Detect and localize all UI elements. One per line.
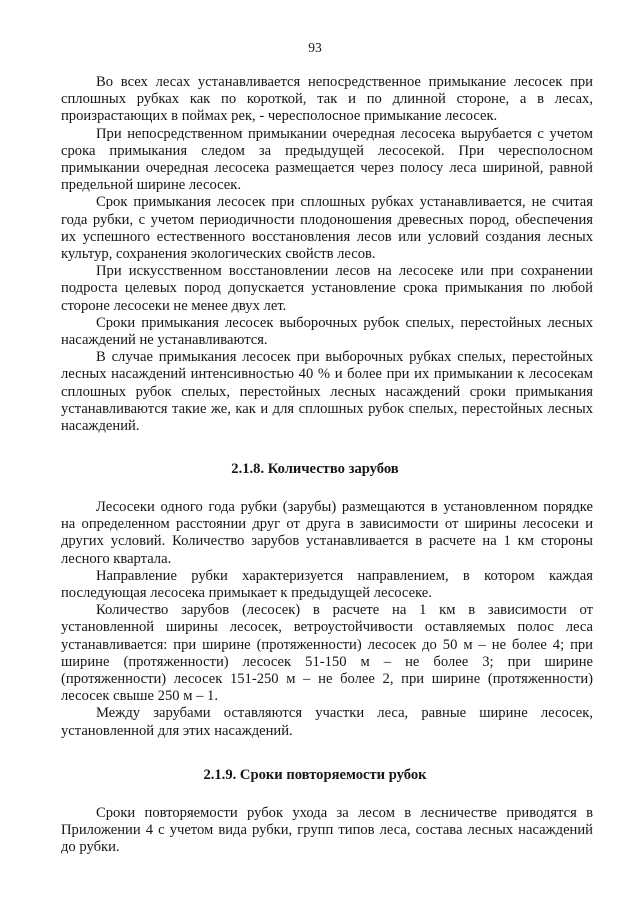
- paragraph: Количество зарубов (лесосек) в расчете на 1 км в зависимости от установленной ширины лесосек, ветроустойчивости оставляемых полос леса устанавливается: при ширине (протяженности) лесосек до 50 м – не более 4; при ширине (протяженности) лесосек 51-150 м – не более 3; при ширине (протяженности) лесосек 151-250 м – не более 2, при ширине (протяженности) лесосек свыше 250 м – 1.: [61, 602, 593, 705]
- section-heading-2-1-8: 2.1.8. Количество зарубов: [231, 461, 399, 477]
- section-2-1-8-body: [61, 499, 593, 740]
- paragraph: Сроки примыкания лесосек выборочных рубок спелых, перестойных лесных насаждений не устанавливаются.: [61, 314, 593, 349]
- page-number: 93: [308, 40, 322, 55]
- section-2-1-9-body: [61, 805, 593, 857]
- paragraph: Во всех лесах устанавливается непосредственное примыкание лесосек при сплошных рубках как по короткой, так и по длинной стороне, а в лесах, произрастающих в поймах рек, - чересполосное примыкание лесосек.: [61, 74, 593, 125]
- paragraph: Срок примыкания лесосек при сплошных рубках устанавливается, не считая года рубки, с учетом периодичности плодоношения древесных пород, обеспечения их успешного естественного восстановления лесов или условий создания лесных культур, сохранения экологических свойств лесов.: [61, 194, 593, 263]
- paragraph: При искусственном восстановлении лесов на лесосеке или при сохранении подроста целевых пород допускается установление срока примыкания по любой стороне лесосеки не менее двух лет.: [61, 263, 593, 314]
- section-heading-2-1-9: 2.1.9. Сроки повторяемости рубок: [203, 767, 427, 783]
- section-a-body: [61, 74, 593, 435]
- paragraph: Направление рубки характеризуется направлением, в котором каждая последующая лесосека примыкает к предыдущей лесосеке.: [61, 567, 593, 602]
- paragraph: Лесосеки одного года рубки (зарубы) размещаются в установленном порядке на определенном расстоянии друг от друга в зависимости от ширины лесосеки и других условий. Количество зарубов устанавливается в расчете на 1 км стороны лесного квартала.: [61, 499, 593, 567]
- paragraph: Сроки повторяемости рубок ухода за лесом в лесничестве приводятся в Приложении 4 с учетом вида рубки, групп типов леса, состава лесных насаждений до рубки.: [61, 805, 593, 856]
- paragraph: В случае примыкания лесосек при выборочных рубках спелых, перестойных лесных насаждений интенсивностью 40 % и более при их примыкании к лесосекам сплошных рубок спелых, перестойных лесных насаждений сроки примыкания устанавливаются такие же, как и для сплошных рубок спелых, перестойных лесных насаждений.: [61, 349, 593, 435]
- paragraph: При непосредственном примыкании очередная лесосека вырубается с учетом срока примыкания следом за предыдущей лесосекой. При чересполосном примыкании очередная лесосека размещается через полосу леса шириной, равной предельной ширине лесосек.: [61, 125, 593, 194]
- paragraph: Между зарубами оставляются участки леса, равные ширине лесосек, установленной для этих насаждений.: [61, 705, 593, 739]
